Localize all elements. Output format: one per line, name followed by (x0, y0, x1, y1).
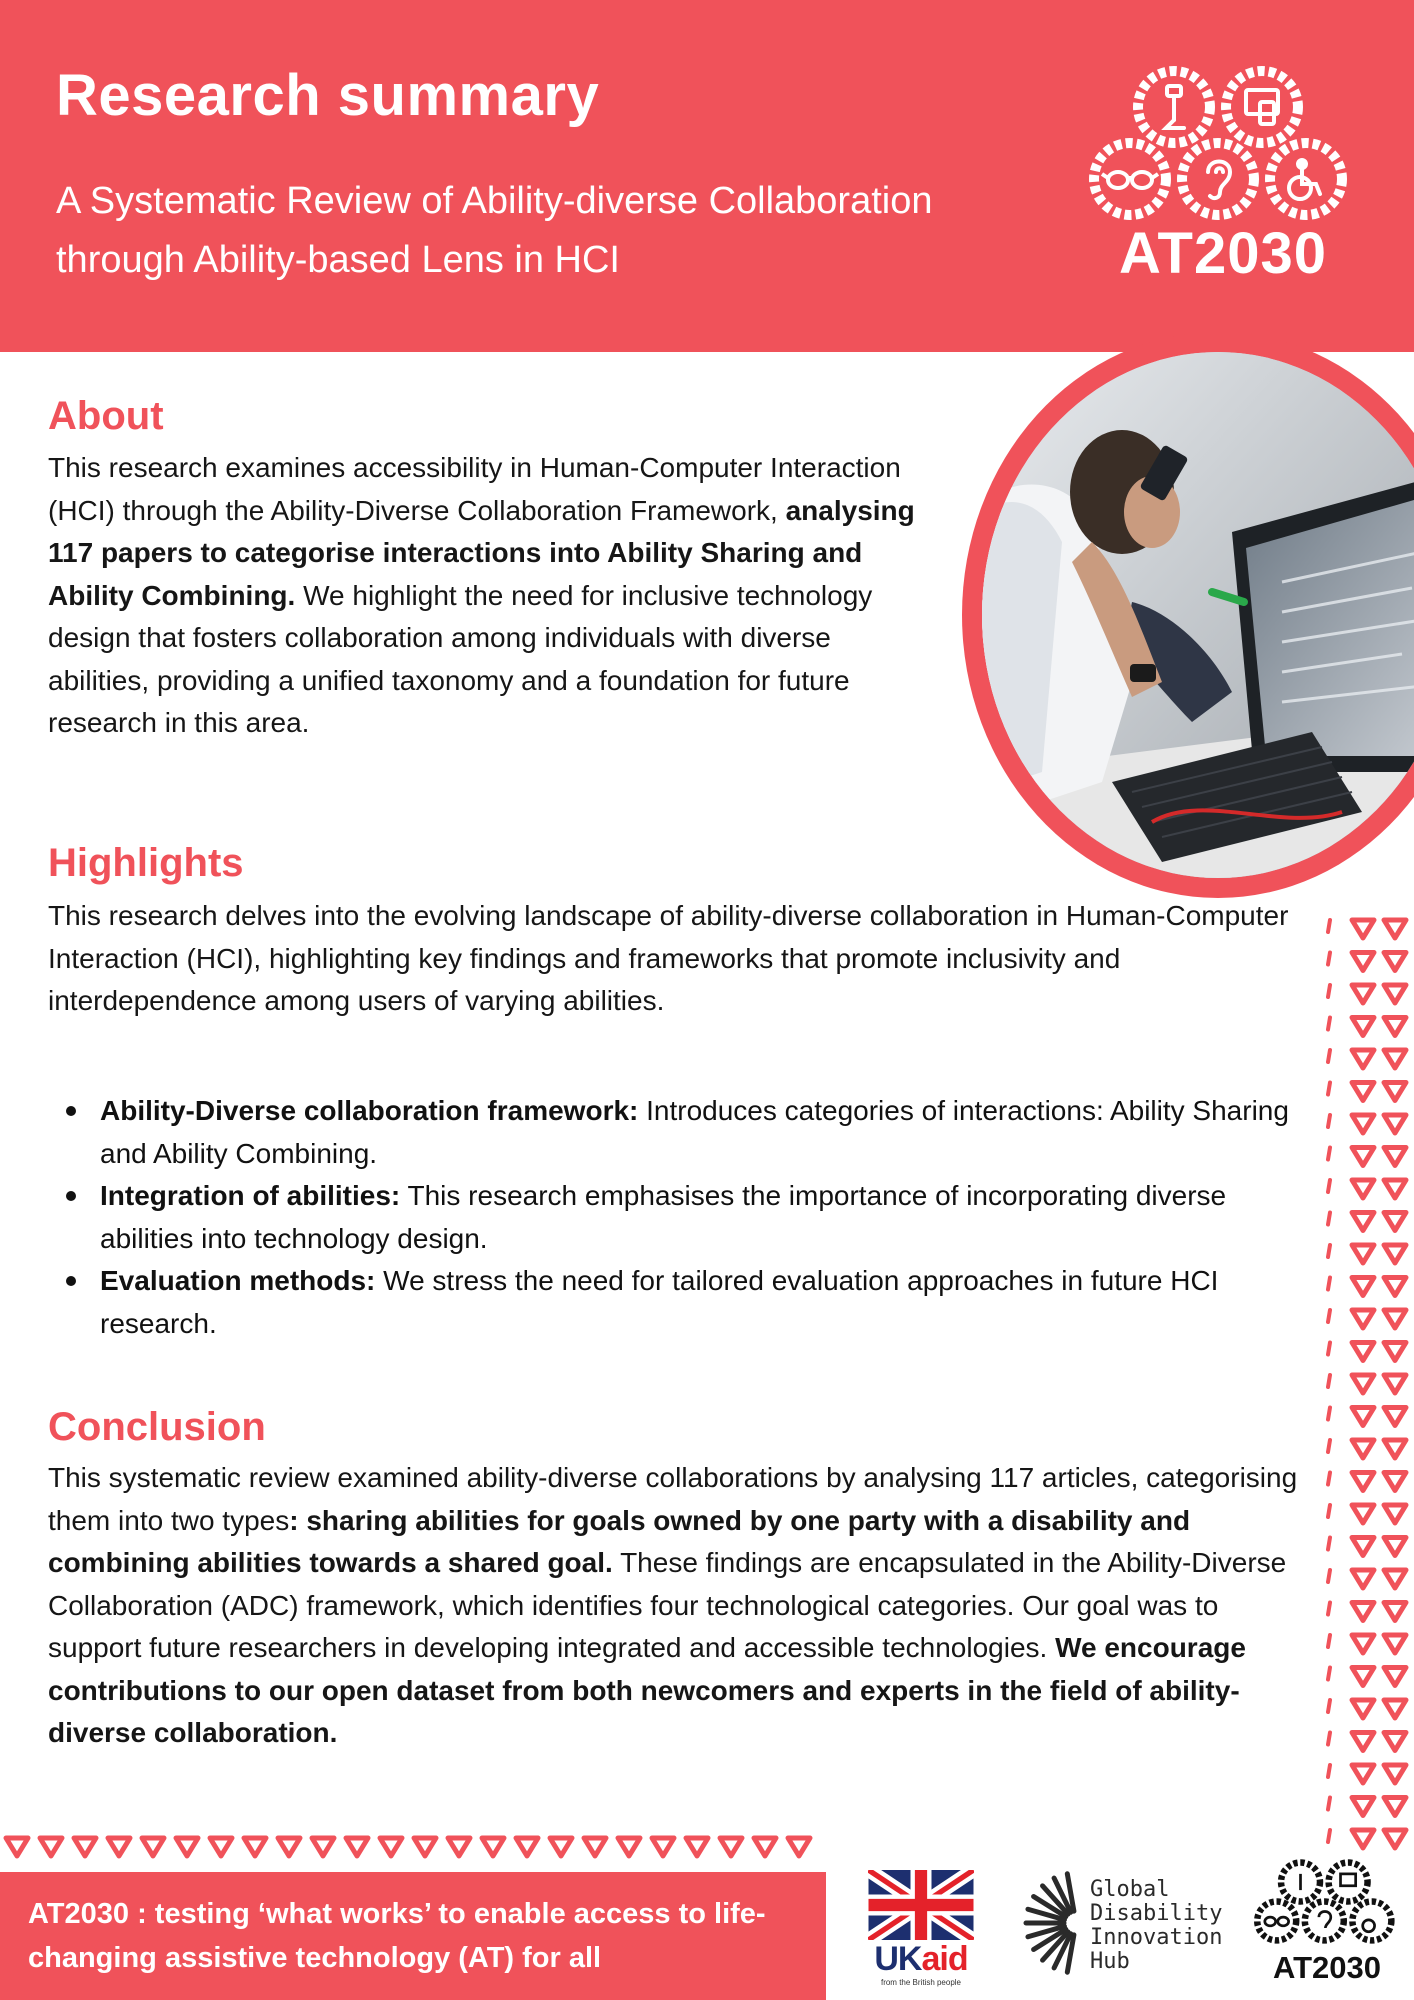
triangle-mark (74, 1838, 96, 1856)
triangle-mark (1328, 1603, 1330, 1615)
triangle-mark (1384, 1440, 1406, 1458)
triangle-mark (1384, 1050, 1406, 1068)
triangle-mark (448, 1838, 470, 1856)
triangle-mark (1352, 1538, 1374, 1556)
photo-frame (962, 332, 1414, 898)
triangle-mark (380, 1838, 402, 1856)
triangle-mark (1384, 920, 1406, 938)
ukaid-uk: UK (874, 1940, 922, 1978)
triangle-mark (1328, 1408, 1330, 1420)
conclusion-paragraph (48, 1457, 1313, 1755)
triangle-mark (1352, 1603, 1374, 1621)
at2030-logo (1088, 64, 1358, 294)
triangle-mark (1384, 1148, 1406, 1166)
triangle-mark (550, 1838, 572, 1856)
triangle-mark (1384, 1603, 1406, 1621)
triangle-mark (1384, 1473, 1406, 1491)
triangle-mark (1352, 1310, 1374, 1328)
conclusion-text-1: This systematic review examined ability-diverse collaborations by analysing 117 articles, categorising them into two types (48, 1462, 1298, 1536)
triangle-mark (1328, 1278, 1330, 1290)
highlights-list (100, 1090, 1310, 1345)
triangle-mark (1352, 1018, 1374, 1036)
triangle-mark (1328, 1375, 1330, 1387)
triangle-mark (652, 1838, 674, 1856)
bullet-label: Ability-Diverse collaboration framework: (100, 1095, 639, 1126)
triangle-mark (1352, 1830, 1374, 1848)
triangle-mark (1328, 1830, 1330, 1842)
triangle-mark (1352, 1343, 1374, 1361)
triangle-mark (1352, 985, 1374, 1003)
triangle-mark (1328, 1050, 1330, 1062)
triangle-mark (1352, 1213, 1374, 1231)
triangle-mark (1352, 1050, 1374, 1068)
page-title: Research summary (56, 63, 600, 128)
wheelchair-icon (1289, 160, 1320, 199)
gdih-logo (1016, 1868, 1246, 1978)
triangle-mark (1384, 1635, 1406, 1653)
triangle-mark (1328, 1083, 1330, 1095)
triangle-mark (1384, 1310, 1406, 1328)
bullet-text: We stress the need for tailored evaluation approaches in future HCI research. (100, 1265, 1219, 1339)
triangle-mark (1352, 1798, 1374, 1816)
triangle-mark (686, 1838, 708, 1856)
about-heading: About (48, 394, 164, 438)
list-item (100, 1260, 1310, 1345)
triangle-mark (346, 1838, 368, 1856)
highlights-intro: This research delves into the evolving landscape of ability-diverse collaboration in Human-Computer Interaction (HCI), highlighting key findings and frameworks that promote inclusivity and interdependence among users of varying abilities. (48, 900, 1289, 1016)
triangle-mark (1352, 953, 1374, 971)
triangle-mark (1352, 1148, 1374, 1166)
triangle-mark (1352, 1083, 1374, 1101)
logo-wordmark: AT2030 (1118, 221, 1328, 286)
bullet-label: Evaluation methods: (100, 1265, 376, 1296)
triangle-mark (1384, 1570, 1406, 1588)
triangle-mark (1328, 1180, 1330, 1192)
triangle-mark (1384, 1798, 1406, 1816)
conclusion-bold-1: : sharing abilities for goals owned by one party with a disability and combining abilities towards a shared goal. (48, 1504, 1191, 1578)
page-subtitle: A Systematic Review of Ability-diverse Collaboration through Ability-based Lens in HCI (56, 180, 933, 281)
triangle-mark (720, 1838, 742, 1856)
triangle-mark (1352, 1375, 1374, 1393)
triangle-mark (1384, 1115, 1406, 1133)
triangle-mark (1328, 1798, 1330, 1810)
triangle-mark (1384, 1343, 1406, 1361)
triangle-mark (1384, 985, 1406, 1003)
triangle-mark (278, 1838, 300, 1856)
triangle-mark (1352, 1505, 1374, 1523)
triangle-mark (1352, 1635, 1374, 1653)
triangle-mark (414, 1838, 436, 1856)
gdih-burst-icon (1016, 1868, 1086, 1978)
research-photo (982, 352, 1414, 878)
ukaid-tagline: from the British people (880, 1978, 962, 1987)
triangle-mark (754, 1838, 776, 1856)
bullet-label: Integration of abilities: (100, 1180, 401, 1211)
triangle-mark (1328, 1538, 1330, 1550)
triangle-mark (1352, 1765, 1374, 1783)
triangle-mark (1328, 1473, 1330, 1485)
about-text-1: This research examines accessibility in Human-Computer Interaction (HCI) through the Ability-Diverse Collaboration Framework, (48, 452, 901, 526)
about-text-bold: analysing 117 papers to categorise interactions into Ability Sharing and Ability Combining. (48, 494, 915, 611)
triangle-mark (1384, 1180, 1406, 1198)
triangle-mark (1328, 985, 1330, 997)
triangle-mark (1352, 1115, 1374, 1133)
triangle-mark (1328, 1668, 1330, 1680)
triangle-mark (1384, 1018, 1406, 1036)
triangle-mark (1352, 1668, 1374, 1686)
triangle-mark (1328, 1765, 1330, 1777)
triangle-mark (1328, 1115, 1330, 1127)
triangle-mark (244, 1838, 266, 1856)
bullet-text: This research emphasises the importance of incorporating diverse abilities into technology design. (100, 1180, 1227, 1254)
triangle-mark (1352, 1700, 1374, 1718)
triangle-mark (312, 1838, 334, 1856)
triangle-mark (1352, 1733, 1374, 1751)
triangle-mark (1352, 1278, 1374, 1296)
triangle-mark (788, 1838, 810, 1856)
ukaid-aid: aid (921, 1940, 968, 1978)
footer-tagline: AT2030 : testing ‘what works’ to enable access to life-changing assistive technology (AT) for all (28, 1898, 766, 1974)
triangle-mark (6, 1838, 28, 1856)
triangle-mark (1384, 1505, 1406, 1523)
triangle-mark (1328, 1570, 1330, 1582)
triangle-mark (1384, 1830, 1406, 1848)
logo-small-wordmark: AT2030 (1273, 1950, 1381, 1985)
prosthetic-leg-icon (1166, 86, 1184, 128)
triangle-mark (1384, 953, 1406, 971)
triangle-mark (1328, 1440, 1330, 1452)
triangle-mark (1384, 1245, 1406, 1263)
triangle-mark (1352, 1245, 1374, 1263)
triangle-mark (142, 1838, 164, 1856)
triangle-mark (1352, 1570, 1374, 1588)
ukaid-logo (868, 1870, 974, 1988)
conclusion-bold-2: We encourage contributions to our open dataset from both newcomers and experts in the field of ability-diverse collaboration. (48, 1632, 1246, 1748)
triangle-mark (1384, 1668, 1406, 1686)
triangle-mark (1352, 1440, 1374, 1458)
triangle-mark (1328, 1343, 1330, 1355)
triangle-mark (1328, 1245, 1330, 1257)
triangle-mark (1328, 1505, 1330, 1517)
triangle-mark (584, 1838, 606, 1856)
triangle-mark (1328, 1213, 1330, 1225)
triangle-pattern-bottom (0, 1830, 820, 1870)
triangle-mark (1384, 1408, 1406, 1426)
at2030-logo-small (1254, 1852, 1400, 1992)
triangle-mark (1384, 1213, 1406, 1231)
gdih-name: Global Disability Innovation Hub (1090, 1877, 1223, 1974)
triangle-pattern-right (1326, 912, 1414, 1852)
triangle-mark (176, 1838, 198, 1856)
triangle-mark (1352, 1408, 1374, 1426)
triangle-mark (1352, 1473, 1374, 1491)
highlights-heading: Highlights (48, 841, 244, 885)
triangle-mark (1328, 1700, 1330, 1712)
triangle-mark (1328, 920, 1330, 932)
triangle-mark (1384, 1765, 1406, 1783)
triangle-mark (1384, 1538, 1406, 1556)
triangle-mark (210, 1838, 232, 1856)
triangle-mark (1352, 1180, 1374, 1198)
hearing-aid-icon (1208, 162, 1230, 199)
glasses-icon (1102, 172, 1158, 188)
triangle-mark (1328, 1148, 1330, 1160)
triangle-mark (1384, 1278, 1406, 1296)
triangle-mark (516, 1838, 538, 1856)
bullet-text: Introduces categories of interactions: Ability Sharing and Ability Combining. (100, 1095, 1289, 1169)
triangle-mark (1328, 1310, 1330, 1322)
conclusion-text-2: These findings are encapsulated in the Ability-Diverse Collaboration (ADC) framework, which identifies four technological categories. Our goal was to support future researchers in developing integrated and accessible technologies. (48, 1547, 1287, 1663)
triangle-mark (1328, 1018, 1330, 1030)
triangle-mark (1384, 1083, 1406, 1101)
triangle-mark (1328, 1733, 1330, 1745)
triangle-mark (1384, 1375, 1406, 1393)
triangle-mark (1328, 1635, 1330, 1647)
triangle-mark (40, 1838, 62, 1856)
list-item (100, 1175, 1310, 1260)
about-paragraph (48, 447, 918, 745)
triangle-mark (1352, 920, 1374, 938)
header-banner (0, 0, 1414, 352)
triangle-mark (482, 1838, 504, 1856)
union-flag-icon (868, 1870, 974, 1940)
triangle-mark (618, 1838, 640, 1856)
triangle-mark (1328, 953, 1330, 965)
triangle-mark (1384, 1733, 1406, 1751)
footer-banner (0, 1872, 826, 2000)
triangle-mark (1384, 1700, 1406, 1718)
triangle-mark (108, 1838, 130, 1856)
about-text-2: We highlight the need for inclusive technology design that fosters collaboration among individuals with diverse abilities, providing a unified taxonomy and a foundation for future research in this area. (48, 579, 873, 738)
ukaid-wordmark (868, 1940, 974, 1979)
conclusion-heading: Conclusion (48, 1405, 266, 1449)
devices-icon (1246, 90, 1278, 124)
list-item (100, 1090, 1310, 1175)
